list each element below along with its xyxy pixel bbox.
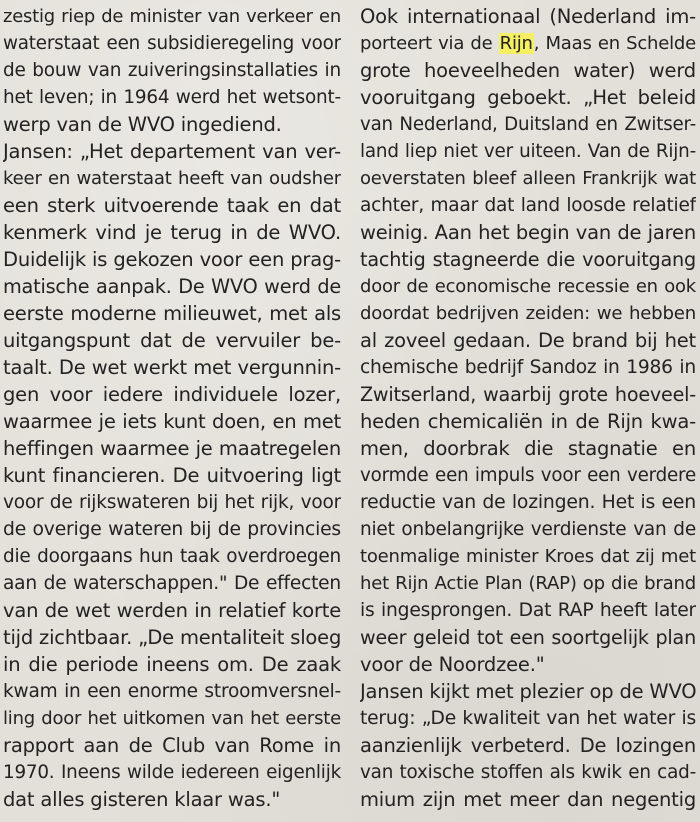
text-line: matische aanpak. De WVO werd de [3, 275, 341, 298]
text-line: weinig. Aan het begin van de jaren [360, 221, 696, 244]
text-line: het Rijn Actie Plan (RAP) op die brand [360, 573, 696, 594]
text-line: kunt financieren. De uitvoering ligt [3, 464, 341, 487]
text-line: oeverstaten bleef alleen Frankrijk wat [360, 168, 696, 189]
text-line: door de economische recessie en ook [360, 276, 696, 297]
text-line: kwam in een enorme stroomversnel- [3, 681, 341, 702]
text-segment: , Maas en Schelde [533, 33, 696, 54]
text-line: de bouw van zuiveringsinstallaties in [3, 60, 341, 81]
text-segment: porteert via de [360, 33, 499, 54]
text-line: gen voor iedere individuele lozer, [3, 383, 341, 406]
text-line: van toxische stoffen als kwik en cad- [360, 762, 696, 783]
text-line: land liep niet ver uiteen. Van de Rijn- [360, 141, 696, 162]
text-line: kenmerk vind je terug in de WVO. [3, 221, 341, 244]
text-line: Zwitserland, waarbij grote hoeveel- [360, 383, 696, 406]
article-column-right [360, 3, 696, 813]
text-line: grote hoeveelheden water) werd [360, 59, 696, 82]
text-line: al zoveel gedaan. De brand bij het [360, 329, 696, 352]
text-line: weer geleid tot een soortgelijk plan [360, 626, 696, 649]
text-line: 1970. Ineens wilde iedereen eigenlijk [3, 762, 341, 783]
text-line: vooruitgang geboekt. „Het beleid [360, 86, 696, 109]
text-line: Jansen kijkt met plezier op de WVO [360, 680, 696, 703]
text-line: ling door het uitkomen van het eerste [3, 708, 341, 729]
text-line: tijd zichtbaar. „De mentaliteit sloeg [3, 626, 341, 649]
text-line: vormde een impuls voor een verdere [360, 465, 696, 486]
text-line: heden chemicaliën in de Rijn kwa- [360, 410, 696, 433]
highlighted-word: Rijn [499, 33, 533, 54]
text-line: Jansen: „Het departement van ver- [3, 140, 341, 163]
text-line: rapport aan de Club van Rome in [3, 734, 341, 757]
text-line: in die periode ineens om. De zaak [3, 653, 341, 676]
text-line: reductie van de lozingen. Het is een [360, 492, 696, 513]
text-line [360, 30, 696, 57]
text-line: eerste moderne milieuwet, met als [3, 302, 341, 325]
text-line: terug: „De kwaliteit van het water is [360, 708, 696, 729]
text-line: keer en waterstaat heeft van oudsher [3, 168, 341, 189]
text-line: tachtig stagneerde die vooruitgang [360, 248, 696, 271]
text-line: een sterk uitvoerende taak en dat [3, 194, 341, 217]
text-line: aan de waterschappen." De effecten [3, 573, 341, 594]
article-column-left [3, 3, 341, 813]
text-line: werp van de WVO ingediend. [3, 113, 282, 136]
text-line: men, doorbrak die stagnatie en [360, 437, 696, 460]
text-line: is ingesprongen. Dat RAP heeft later [360, 600, 696, 621]
text-line: niet onbelangrijke verdienste van de [360, 519, 696, 540]
text-line: mium zijn met meer dan negentig [360, 788, 696, 811]
text-line: van Nederland, Duitsland en Zwitser- [360, 114, 696, 135]
text-line: voor de Noordzee." [360, 653, 545, 676]
text-line: heffingen waarmee je maatregelen [3, 437, 341, 460]
text-line: aanzienlijk verbeterd. De lozingen [360, 734, 696, 757]
text-line: chemische bedrijf Sandoz in 1986 in [360, 357, 696, 378]
text-line: Duidelijk is gekozen voor een prag- [3, 248, 341, 271]
text-line: waterstaat een subsidieregeling voor [3, 33, 341, 54]
text-line: zestig riep de minister van verkeer en [3, 6, 341, 27]
text-line: doordat bedrijven zeiden: we hebben [360, 303, 696, 324]
text-line: de overige wateren bij de provincies [3, 519, 341, 540]
text-line: taalt. De wet werkt met vergunnin- [3, 356, 341, 379]
text-line: achter, maar dat land loosde relatief [360, 195, 696, 216]
text-line: voor de rijkswateren bij het rijk, voor [3, 492, 341, 513]
text-line: uitgangspunt dat de vervuiler be- [3, 329, 341, 352]
text-line: het leven; in 1964 werd het wetsont- [3, 87, 341, 108]
text-line: van de wet werden in relatief korte [3, 599, 341, 622]
text-line: Ook internationaal (Nederland im- [360, 5, 696, 28]
text-line: toenmalige minister Kroes dat zij met [360, 546, 696, 567]
text-line: waarmee je iets kunt doen, en met [3, 410, 341, 433]
text-line: dat alles gisteren klaar was." [3, 788, 281, 811]
text-line: die doorgaans hun taak overdroegen [3, 546, 341, 567]
